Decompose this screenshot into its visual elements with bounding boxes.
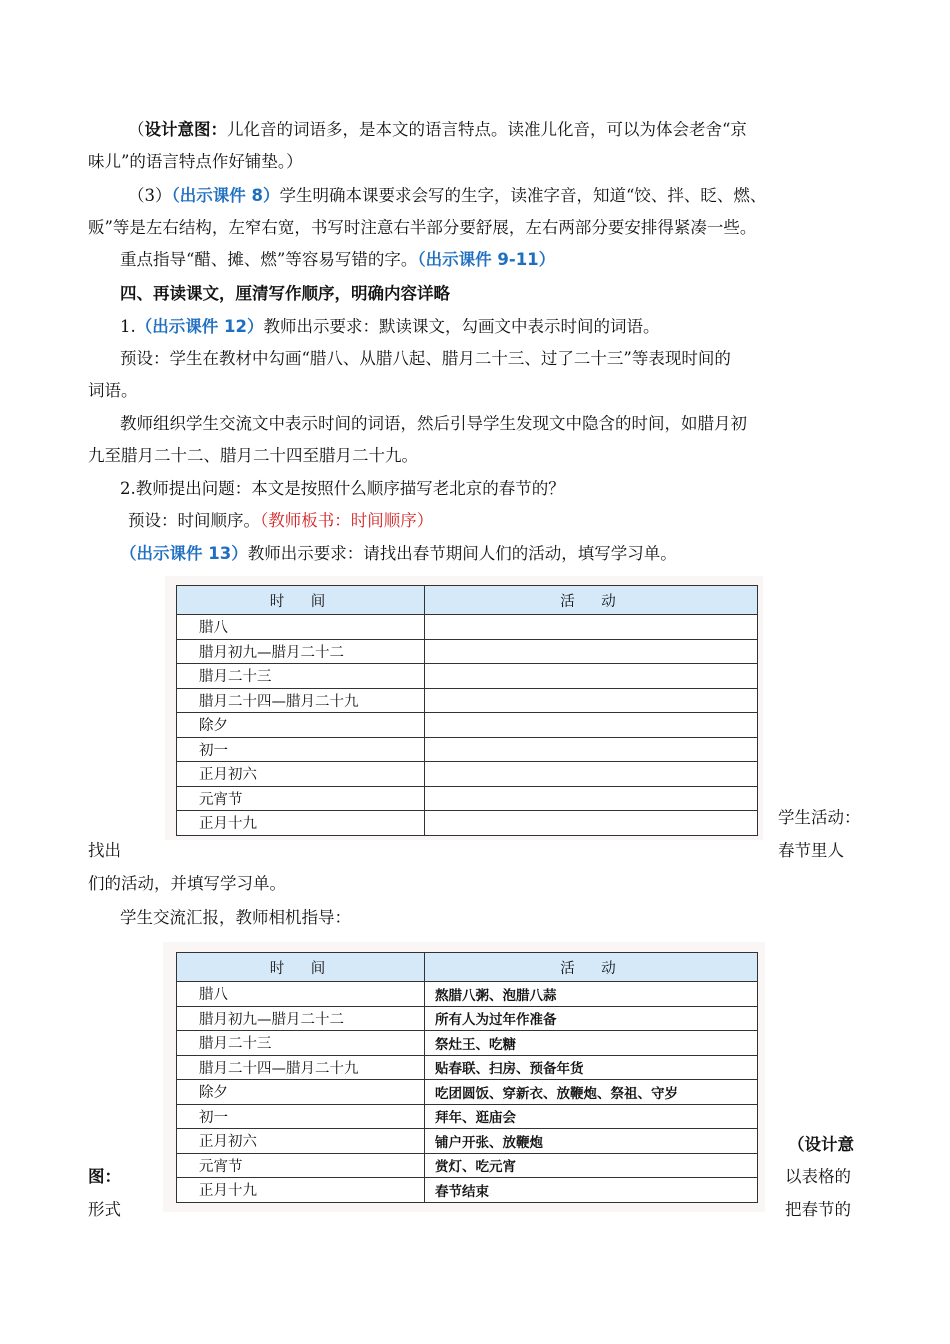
student-activity-r1: 学生活动： xyxy=(778,808,861,827)
table-row: 腊八 xyxy=(177,615,758,640)
design-intent-line2: 味儿”的语言特点作好铺垫。） xyxy=(88,152,303,171)
student-activity-l3: 们的活动，并填写学习单。 xyxy=(88,874,286,893)
table-row: 除夕 吃团圆饭、穿新衣、放鞭炮、祭祖、守岁 xyxy=(177,1080,758,1105)
table-row: 元宵节 xyxy=(177,786,758,811)
design-intent-line1: （设计意图：儿化音的词语多，是本文的语言特点。读准儿化音，可以为体会老舍“京 xyxy=(128,120,747,139)
table-row: 正月初六 xyxy=(177,762,758,787)
teacher-org-line1: 教师组织学生交流文中表示时间的词语，然后引导学生发现文中隐含的时间，如腊月初 xyxy=(120,414,747,433)
board-note: （教师板书：时间顺序） xyxy=(260,511,434,530)
item-1: 1.（出示课件 12）教师出示要求：默读课文，勾画文中表示时间的词语。 xyxy=(120,317,660,336)
table-row: 腊月初九—腊月二十二 xyxy=(177,639,758,664)
table-row: 初一 拜年、逛庙会 xyxy=(177,1104,758,1129)
preset1-line2: 词语。 xyxy=(88,381,138,400)
table-row: 初一 xyxy=(177,737,758,762)
para3-line2: 贩”等是左右结构，左窄右宽，书写时注意右半部分要舒展，左右两部分要安排得紧凑一些。 xyxy=(88,218,757,237)
table-row: 元宵节 赏灯、吃元宵 xyxy=(177,1153,758,1178)
activity-table-empty xyxy=(176,585,758,836)
table-row: 腊月二十四—腊月二十九 xyxy=(177,688,758,713)
table-row: 正月十九 春节结束 xyxy=(177,1178,758,1203)
table-row: 腊月初九—腊月二十二 所有人为过年作准备 xyxy=(177,1006,758,1031)
col-header-time: 时 间 xyxy=(177,586,425,615)
item-2: 2.教师提出问题：本文是按照什么顺序描写老北京的春节的？ xyxy=(120,479,565,498)
preset1-line1: 预设：学生在教材中勾画“腊八、从腊八起、腊月二十三、过了二十三”等表现时间的 xyxy=(120,349,731,368)
teacher-org-line2: 九至腊月二十二、腊月二十四至腊月二十九。 xyxy=(88,446,418,465)
courseware-tag-12: （出示课件 12） xyxy=(135,317,264,336)
table-row: 腊八 熬腊八粥、泡腊八蒜 xyxy=(177,982,758,1007)
design2-l2: 图： xyxy=(88,1167,121,1186)
table-row: 正月初六 铺户开张、放鞭炮 xyxy=(177,1129,758,1154)
design2-r1: （设计意 xyxy=(788,1135,854,1154)
student-activity-r2: 春节里人 xyxy=(778,841,844,860)
table-row: 除夕 xyxy=(177,713,758,738)
item-13: （出示课件 13）教师出示要求：请找出春节期间人们的活动，填写学习单。 xyxy=(120,544,677,563)
preset2: 预设：时间顺序。（教师板书：时间顺序） xyxy=(128,511,434,530)
design2-r3: 把春节的 xyxy=(785,1200,851,1219)
design2-r2: 以表格的 xyxy=(785,1167,851,1186)
table-row: 正月十九 xyxy=(177,811,758,836)
activity-table-filled xyxy=(176,952,758,1203)
student-activity-l2: 找出 xyxy=(88,841,121,860)
col-header-activity: 活 动 xyxy=(425,953,758,982)
courseware-tag-13: （出示课件 13） xyxy=(120,544,248,563)
exchange-text: 学生交流汇报，教师相机指导： xyxy=(120,908,351,927)
table-row: 腊月二十三 祭灶王、吃糖 xyxy=(177,1031,758,1056)
section-heading-4: 四、再读课文，厘清写作顺序，明确内容详略 xyxy=(120,284,450,303)
col-header-time: 时 间 xyxy=(177,953,425,982)
courseware-tag-9-11: （出示课件 9-11） xyxy=(417,250,556,269)
courseware-tag-8: （出示课件 8） xyxy=(171,186,280,205)
table-row: 腊月二十三 xyxy=(177,664,758,689)
design-intent-label: 设计意图： xyxy=(144,120,227,139)
key-guidance: 重点指导“醋、摊、燃”等容易写错的字。（出示课件 9-11） xyxy=(120,250,556,269)
table-row: 腊月二十四—腊月二十九 贴春联、扫房、预备年货 xyxy=(177,1055,758,1080)
col-header-activity: 活 动 xyxy=(425,586,758,615)
design2-l3: 形式 xyxy=(88,1200,121,1219)
para3-line1: （3）（出示课件 8）学生明确本课要求会写的生字，读准字音，知道“饺、拌、眨、燃、 xyxy=(128,186,767,205)
